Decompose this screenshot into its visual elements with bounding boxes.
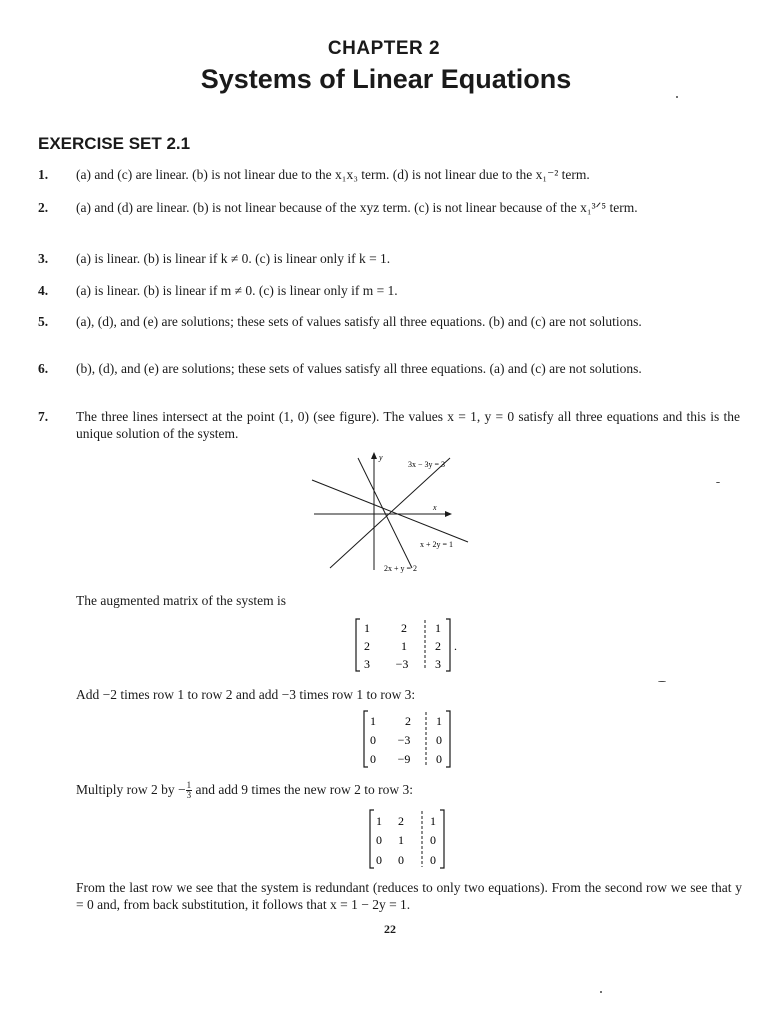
problem-1	[38, 166, 740, 183]
m3-r1c3: 1	[430, 814, 436, 828]
m1-period: .	[454, 639, 457, 653]
line-3x-3y-3	[330, 458, 450, 568]
matrix-3-svg	[368, 808, 452, 870]
m2-r2c3: 0	[436, 733, 442, 747]
step-2-text	[76, 781, 742, 800]
m3-r3c1: 0	[376, 853, 382, 867]
axis-label-x: x	[433, 503, 437, 512]
label-x-2y: x + 2y = 1	[420, 540, 454, 549]
problem-2	[38, 199, 740, 216]
problem-number: 5.	[38, 314, 49, 329]
problem-number: 3.	[38, 251, 49, 266]
m3-r1c1: 1	[376, 814, 382, 828]
augmented-matrix-3	[368, 808, 452, 870]
m1-r3c1: 3	[364, 657, 370, 671]
m3-r1c2: 2	[398, 814, 404, 828]
chapter-title: Systems of Linear Equations	[200, 64, 572, 94]
m3-r2c3: 0	[430, 833, 436, 847]
m3-r2c2: 1	[398, 833, 404, 847]
three-lines-figure	[300, 450, 490, 575]
problem-number: 1.	[38, 167, 49, 182]
m2-r1c3: 1	[436, 714, 442, 728]
page-number: 22	[384, 922, 396, 936]
m2-r2c1: 0	[370, 733, 376, 747]
problem-text: (a) is linear. (b) is linear if m ≠ 0. (c) is linear only if m = 1.	[76, 283, 398, 298]
x-axis-arrow	[445, 511, 452, 517]
augmented-intro: The augmented matrix of the system is	[76, 593, 286, 608]
matrix-1-svg	[354, 617, 464, 673]
m2-r2c2: −3	[397, 733, 411, 747]
m1-r1c1: 1	[364, 621, 370, 635]
problem-number: 4.	[38, 283, 49, 298]
m3-r3c2: 0	[398, 853, 404, 867]
problem-number: 6.	[38, 361, 49, 376]
conclusion-text: From the last row we see that the system is redundant (reduces to only two equations). From the second row we see that y = 0 and, from back substitution, it follows that x = 1 − 2y = 1.	[76, 880, 742, 912]
m2-r3c3: 0	[436, 752, 442, 766]
m2-r3c2: −9	[397, 752, 411, 766]
m2-r3c1: 0	[370, 752, 376, 766]
augmented-matrix-2	[362, 709, 458, 769]
line-2x-y-2	[358, 458, 412, 568]
m1-r1c3: 1	[435, 621, 441, 635]
m1-r2c3: 2	[435, 639, 441, 653]
m3-r3c3: 0	[430, 853, 436, 867]
fraction-denominator: 3	[186, 790, 192, 801]
problem-text: The three lines intersect at the point (1, 0) (see figure). The values x = 1, y = 0 satisfy all three equations and this is the unique solution of the system.	[76, 409, 740, 441]
step-1-text: Add −2 times row 1 to row 2 and add −3 times row 1 to row 3:	[76, 687, 416, 702]
m2-r1c2: 2	[405, 714, 411, 728]
exercise-set-heading: EXERCISE SET 2.1	[38, 134, 191, 153]
m3-r2c1: 0	[376, 833, 382, 847]
y-axis-arrow	[371, 452, 377, 459]
label-2x-y: 2x + y = 2	[384, 564, 418, 573]
problem-text: (a) is linear. (b) is linear if k ≠ 0. (c) is linear only if k = 1.	[76, 251, 391, 266]
problem-5	[38, 313, 740, 330]
m1-r3c2: −3	[395, 657, 409, 671]
problem-text: (b), (d), and (e) are solutions; these sets of values satisfy all three equations. (a) and (c) are not solutions.	[76, 361, 642, 376]
scan-speck	[676, 96, 678, 98]
line-x-2y-1	[312, 480, 468, 542]
problem-number: 2.	[38, 200, 49, 215]
axis-label-y: y	[379, 453, 383, 462]
problem-6	[38, 360, 740, 377]
matrix-2-svg	[362, 709, 458, 769]
scan-speck	[658, 681, 666, 682]
problem-4	[38, 282, 740, 299]
problem-7	[38, 408, 740, 442]
m1-r3c3: 3	[435, 657, 441, 671]
augmented-matrix-1	[354, 617, 464, 673]
m2-r1c1: 1	[370, 714, 376, 728]
problem-3	[38, 250, 740, 267]
label-3x-3y: 3x − 3y = 3	[408, 460, 446, 469]
step-2-pre: Multiply row 2 by −	[76, 782, 186, 797]
problem-text: (a), (d), and (e) are solutions; these sets of values satisfy all three equations. (b) and (c) are not solutions.	[76, 314, 642, 329]
m1-r2c1: 2	[364, 639, 370, 653]
problem-text: (a) and (c) are linear. (b) is not linear due to the x₁x₃ term. (d) is not linear due to the x₁⁻² term.	[76, 167, 590, 182]
scan-speck	[600, 991, 602, 993]
scan-speck	[716, 482, 720, 483]
m1-r1c2: 2	[401, 621, 407, 635]
step-2-post: and add 9 times the new row 2 to row 3:	[192, 782, 413, 797]
problem-number: 7.	[38, 409, 49, 424]
m1-r2c2: 1	[401, 639, 407, 653]
problem-text: (a) and (d) are linear. (b) is not linear because of the xyz term. (c) is not linear because of the x₁³ᐟ⁵ term.	[76, 200, 638, 215]
chapter-label: CHAPTER 2	[327, 38, 441, 59]
fraction-numerator: 1	[186, 780, 192, 791]
